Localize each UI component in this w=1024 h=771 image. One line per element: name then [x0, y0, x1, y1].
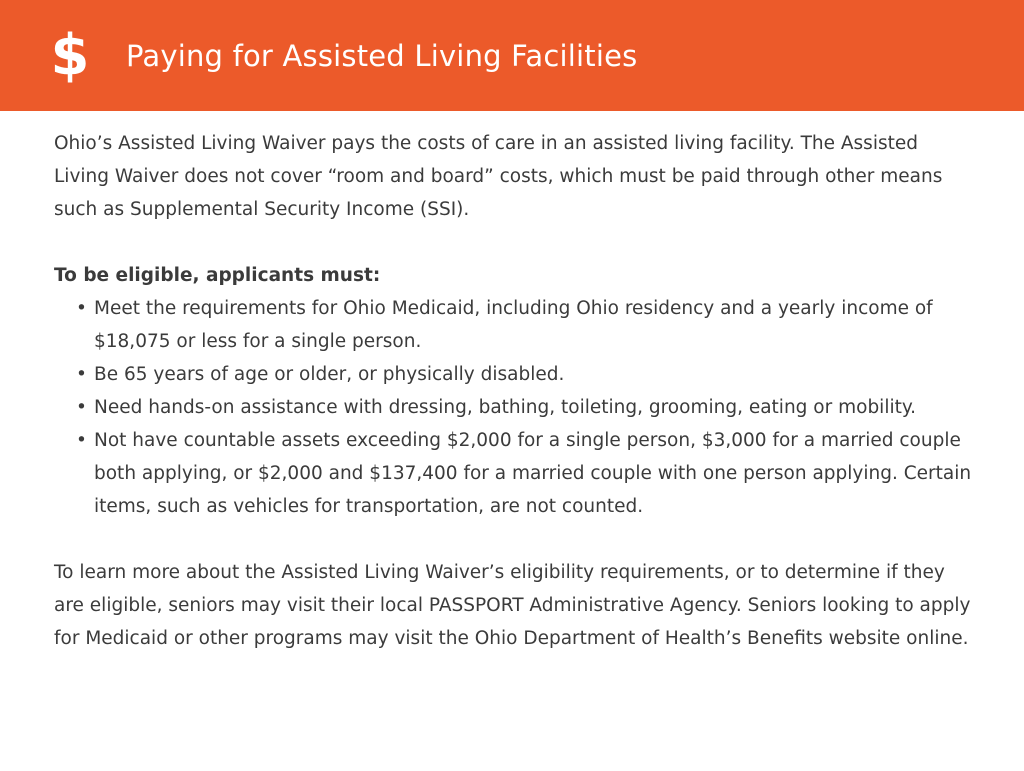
- eligibility-list: [54, 292, 974, 523]
- spacer: [54, 226, 974, 259]
- bullet: •: [76, 298, 87, 319]
- header-banner: [0, 0, 1024, 111]
- outro-paragraph: To learn more about the Assisted Living Waiver’s eligibility requirements, or to determine if they are eligible, seniors may visit their local PASSPORT Administrative Agency. Seniors looking to apply for Medicaid or other programs may visit the Ohio Department of Health’s Benefits website online.: [54, 562, 971, 649]
- list-item: [76, 424, 974, 523]
- bullet: •: [76, 397, 87, 418]
- spacer: [54, 523, 974, 556]
- eligibility-heading: To be eligible, applicants must:: [54, 265, 381, 286]
- intro-paragraph: Ohio’s Assisted Living Waiver pays the costs of care in an assisted living facility. The Assisted Living Waiver does not cover “room and board” costs, which must be paid through other means such as Supplemental Security Income (SSI).: [54, 133, 943, 220]
- list-item-text: Need hands-on assistance with dressing, bathing, toileting, grooming, eating or mobility.: [94, 397, 917, 418]
- bullet: •: [76, 364, 87, 385]
- list-item-text: Be 65 years of age or older, or physically disabled.: [94, 364, 565, 385]
- list-item: [76, 391, 974, 424]
- bullet: •: [76, 430, 87, 451]
- list-item-text: Not have countable assets exceeding $2,000 for a single person, $3,000 for a married couple both applying, or $2,000 and $137,400 for a married couple with one person applying. Certain items, such as vehicles for transportation, are not counted.: [94, 430, 972, 517]
- dollar-sign-icon: $: [50, 22, 90, 88]
- content: [54, 127, 974, 655]
- list-item-text: Meet the requirements for Ohio Medicaid, including Ohio residency and a yearly income of $18,075 or less for a single person.: [94, 298, 933, 352]
- list-item: [76, 292, 974, 358]
- page-title: Paying for Assisted Living Facilities: [126, 38, 638, 73]
- list-item: [76, 358, 974, 391]
